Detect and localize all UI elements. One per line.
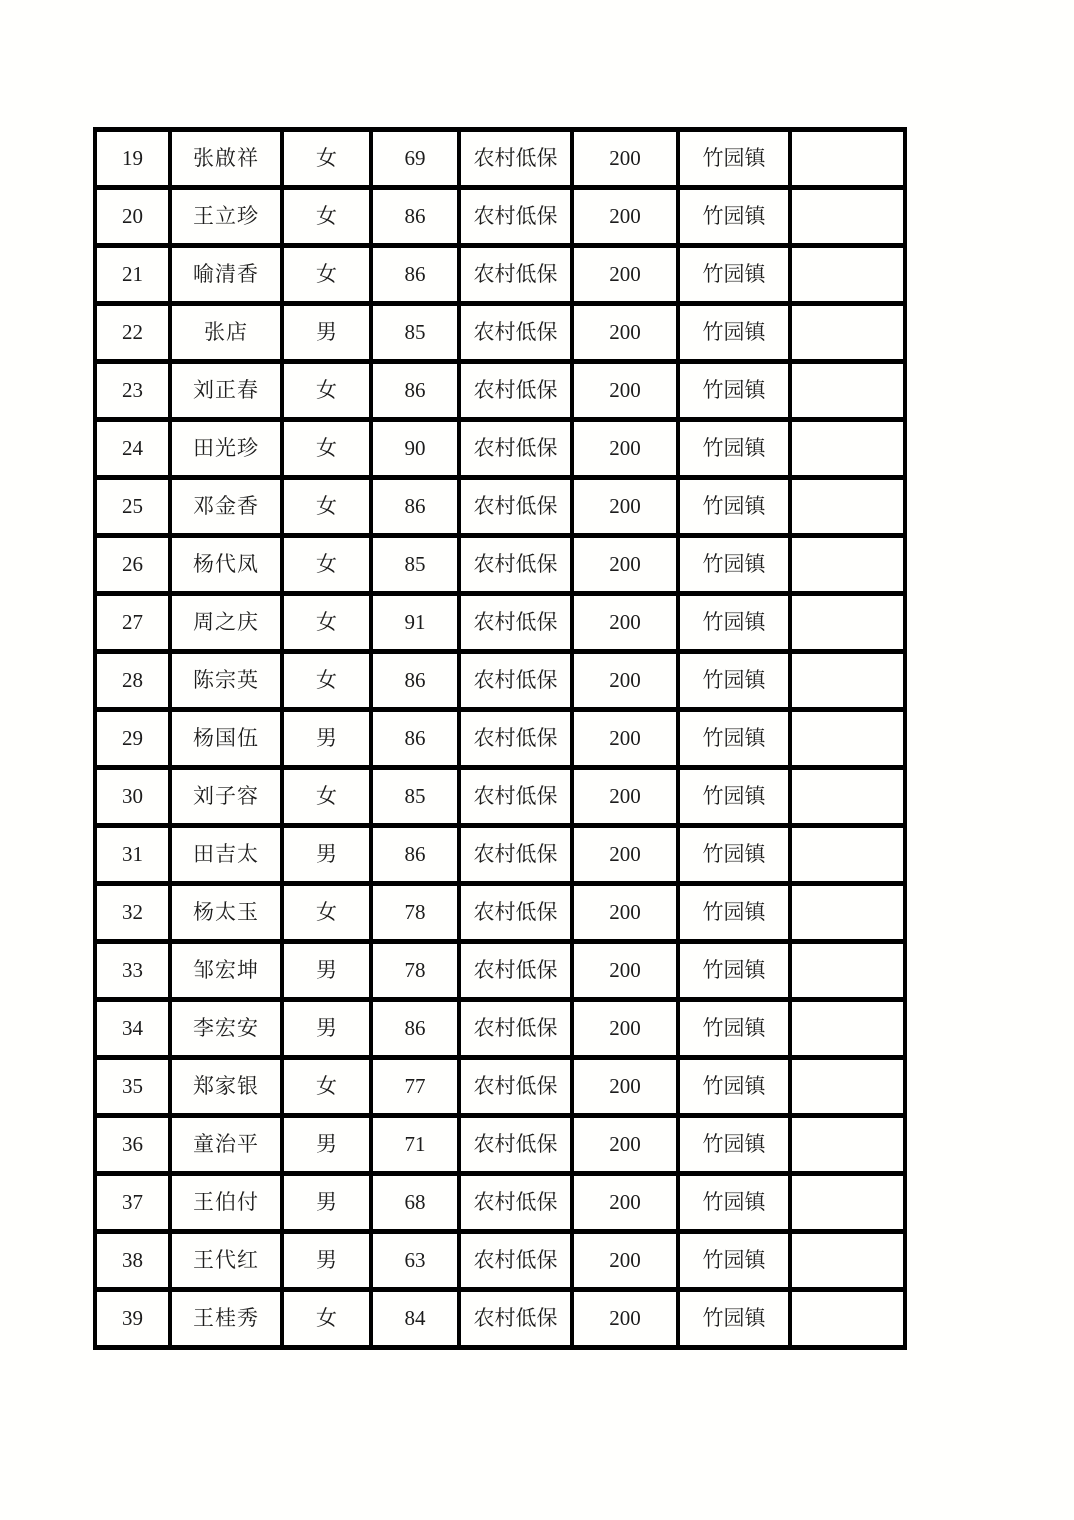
cell-note bbox=[790, 304, 905, 362]
cell-gender: 女 bbox=[282, 884, 371, 942]
cell-town: 竹园镇 bbox=[678, 1000, 790, 1058]
table-row bbox=[95, 768, 905, 826]
cell-town: 竹园镇 bbox=[678, 246, 790, 304]
table-row bbox=[95, 1290, 905, 1348]
cell-gender: 女 bbox=[282, 1290, 371, 1348]
cell-note bbox=[790, 246, 905, 304]
table-row bbox=[95, 362, 905, 420]
cell-category: 农村低保 bbox=[459, 884, 572, 942]
cell-gender: 女 bbox=[282, 420, 371, 478]
cell-town: 竹园镇 bbox=[678, 1290, 790, 1348]
cell-town: 竹园镇 bbox=[678, 942, 790, 1000]
table-row bbox=[95, 188, 905, 246]
cell-town: 竹园镇 bbox=[678, 594, 790, 652]
cell-age: 86 bbox=[371, 652, 459, 710]
cell-index: 35 bbox=[95, 1058, 170, 1116]
cell-index: 27 bbox=[95, 594, 170, 652]
cell-town: 竹园镇 bbox=[678, 884, 790, 942]
cell-name: 周之庆 bbox=[170, 594, 282, 652]
cell-name: 田吉太 bbox=[170, 826, 282, 884]
cell-index: 36 bbox=[95, 1116, 170, 1174]
cell-name: 邓金香 bbox=[170, 478, 282, 536]
cell-index: 23 bbox=[95, 362, 170, 420]
cell-amount: 200 bbox=[572, 1232, 678, 1290]
table-row bbox=[95, 246, 905, 304]
cell-index: 26 bbox=[95, 536, 170, 594]
cell-town: 竹园镇 bbox=[678, 710, 790, 768]
cell-index: 22 bbox=[95, 304, 170, 362]
cell-age: 63 bbox=[371, 1232, 459, 1290]
cell-gender: 女 bbox=[282, 478, 371, 536]
cell-name: 喻清香 bbox=[170, 246, 282, 304]
cell-note bbox=[790, 1174, 905, 1232]
cell-index: 34 bbox=[95, 1000, 170, 1058]
cell-category: 农村低保 bbox=[459, 246, 572, 304]
cell-note bbox=[790, 130, 905, 188]
table-row bbox=[95, 478, 905, 536]
cell-category: 农村低保 bbox=[459, 536, 572, 594]
cell-gender: 女 bbox=[282, 130, 371, 188]
cell-category: 农村低保 bbox=[459, 130, 572, 188]
cell-town: 竹园镇 bbox=[678, 1058, 790, 1116]
cell-note bbox=[790, 188, 905, 246]
cell-gender: 男 bbox=[282, 1116, 371, 1174]
cell-age: 78 bbox=[371, 942, 459, 1000]
cell-category: 农村低保 bbox=[459, 594, 572, 652]
cell-index: 21 bbox=[95, 246, 170, 304]
table-row bbox=[95, 1116, 905, 1174]
cell-amount: 200 bbox=[572, 942, 678, 1000]
cell-amount: 200 bbox=[572, 246, 678, 304]
cell-index: 24 bbox=[95, 420, 170, 478]
cell-index: 31 bbox=[95, 826, 170, 884]
cell-note bbox=[790, 710, 905, 768]
cell-age: 85 bbox=[371, 768, 459, 826]
cell-index: 38 bbox=[95, 1232, 170, 1290]
cell-category: 农村低保 bbox=[459, 942, 572, 1000]
cell-age: 78 bbox=[371, 884, 459, 942]
cell-town: 竹园镇 bbox=[678, 478, 790, 536]
cell-category: 农村低保 bbox=[459, 478, 572, 536]
cell-amount: 200 bbox=[572, 304, 678, 362]
cell-note bbox=[790, 942, 905, 1000]
cell-town: 竹园镇 bbox=[678, 536, 790, 594]
cell-note bbox=[790, 594, 905, 652]
cell-name: 张啟祥 bbox=[170, 130, 282, 188]
cell-note bbox=[790, 884, 905, 942]
cell-town: 竹园镇 bbox=[678, 362, 790, 420]
cell-gender: 女 bbox=[282, 594, 371, 652]
table-row bbox=[95, 1000, 905, 1058]
cell-age: 86 bbox=[371, 1000, 459, 1058]
cell-name: 杨国伍 bbox=[170, 710, 282, 768]
cell-name: 邹宏坤 bbox=[170, 942, 282, 1000]
cell-town: 竹园镇 bbox=[678, 130, 790, 188]
cell-age: 86 bbox=[371, 246, 459, 304]
cell-amount: 200 bbox=[572, 478, 678, 536]
cell-age: 71 bbox=[371, 1116, 459, 1174]
cell-category: 农村低保 bbox=[459, 1232, 572, 1290]
table-body bbox=[95, 130, 905, 1348]
cell-note bbox=[790, 1290, 905, 1348]
cell-gender: 男 bbox=[282, 304, 371, 362]
cell-category: 农村低保 bbox=[459, 188, 572, 246]
cell-name: 王立珍 bbox=[170, 188, 282, 246]
cell-note bbox=[790, 1058, 905, 1116]
table-row bbox=[95, 1232, 905, 1290]
cell-category: 农村低保 bbox=[459, 304, 572, 362]
cell-index: 39 bbox=[95, 1290, 170, 1348]
cell-note bbox=[790, 536, 905, 594]
cell-age: 86 bbox=[371, 710, 459, 768]
cell-gender: 男 bbox=[282, 942, 371, 1000]
cell-name: 王桂秀 bbox=[170, 1290, 282, 1348]
cell-amount: 200 bbox=[572, 536, 678, 594]
cell-name: 王代红 bbox=[170, 1232, 282, 1290]
cell-note bbox=[790, 1232, 905, 1290]
table-row bbox=[95, 710, 905, 768]
cell-town: 竹园镇 bbox=[678, 304, 790, 362]
cell-note bbox=[790, 652, 905, 710]
cell-name: 王伯付 bbox=[170, 1174, 282, 1232]
cell-gender: 女 bbox=[282, 362, 371, 420]
cell-name: 陈宗英 bbox=[170, 652, 282, 710]
table-row bbox=[95, 420, 905, 478]
cell-amount: 200 bbox=[572, 594, 678, 652]
cell-note bbox=[790, 826, 905, 884]
cell-category: 农村低保 bbox=[459, 768, 572, 826]
cell-index: 37 bbox=[95, 1174, 170, 1232]
cell-category: 农村低保 bbox=[459, 420, 572, 478]
cell-name: 郑家银 bbox=[170, 1058, 282, 1116]
cell-age: 77 bbox=[371, 1058, 459, 1116]
cell-amount: 200 bbox=[572, 652, 678, 710]
cell-index: 33 bbox=[95, 942, 170, 1000]
table-row bbox=[95, 884, 905, 942]
cell-town: 竹园镇 bbox=[678, 1116, 790, 1174]
cell-index: 28 bbox=[95, 652, 170, 710]
cell-amount: 200 bbox=[572, 768, 678, 826]
table-row bbox=[95, 652, 905, 710]
cell-category: 农村低保 bbox=[459, 1000, 572, 1058]
cell-town: 竹园镇 bbox=[678, 420, 790, 478]
cell-town: 竹园镇 bbox=[678, 188, 790, 246]
cell-category: 农村低保 bbox=[459, 1174, 572, 1232]
cell-gender: 女 bbox=[282, 652, 371, 710]
cell-age: 90 bbox=[371, 420, 459, 478]
table-row bbox=[95, 130, 905, 188]
cell-index: 20 bbox=[95, 188, 170, 246]
welfare-table bbox=[93, 127, 907, 1350]
cell-name: 刘子容 bbox=[170, 768, 282, 826]
cell-name: 刘正春 bbox=[170, 362, 282, 420]
cell-amount: 200 bbox=[572, 710, 678, 768]
cell-name: 李宏安 bbox=[170, 1000, 282, 1058]
table-row bbox=[95, 1058, 905, 1116]
cell-index: 29 bbox=[95, 710, 170, 768]
cell-note bbox=[790, 420, 905, 478]
cell-age: 84 bbox=[371, 1290, 459, 1348]
cell-age: 86 bbox=[371, 826, 459, 884]
cell-index: 32 bbox=[95, 884, 170, 942]
cell-town: 竹园镇 bbox=[678, 1232, 790, 1290]
cell-index: 30 bbox=[95, 768, 170, 826]
cell-gender: 女 bbox=[282, 1058, 371, 1116]
table-row bbox=[95, 304, 905, 362]
cell-town: 竹园镇 bbox=[678, 768, 790, 826]
cell-category: 农村低保 bbox=[459, 362, 572, 420]
cell-note bbox=[790, 362, 905, 420]
cell-category: 农村低保 bbox=[459, 652, 572, 710]
cell-gender: 女 bbox=[282, 188, 371, 246]
cell-age: 86 bbox=[371, 188, 459, 246]
cell-category: 农村低保 bbox=[459, 1290, 572, 1348]
cell-amount: 200 bbox=[572, 362, 678, 420]
cell-gender: 女 bbox=[282, 768, 371, 826]
cell-gender: 男 bbox=[282, 826, 371, 884]
cell-age: 91 bbox=[371, 594, 459, 652]
table-row bbox=[95, 536, 905, 594]
cell-age: 68 bbox=[371, 1174, 459, 1232]
cell-category: 农村低保 bbox=[459, 1116, 572, 1174]
cell-gender: 男 bbox=[282, 710, 371, 768]
cell-town: 竹园镇 bbox=[678, 826, 790, 884]
cell-amount: 200 bbox=[572, 826, 678, 884]
cell-gender: 男 bbox=[282, 1232, 371, 1290]
cell-gender: 女 bbox=[282, 246, 371, 304]
cell-amount: 200 bbox=[572, 420, 678, 478]
cell-town: 竹园镇 bbox=[678, 1174, 790, 1232]
table-row bbox=[95, 1174, 905, 1232]
cell-category: 农村低保 bbox=[459, 826, 572, 884]
cell-note bbox=[790, 1116, 905, 1174]
cell-name: 田光珍 bbox=[170, 420, 282, 478]
cell-town: 竹园镇 bbox=[678, 652, 790, 710]
cell-category: 农村低保 bbox=[459, 710, 572, 768]
cell-note bbox=[790, 1000, 905, 1058]
cell-age: 86 bbox=[371, 362, 459, 420]
cell-gender: 女 bbox=[282, 536, 371, 594]
cell-name: 杨太玉 bbox=[170, 884, 282, 942]
cell-age: 85 bbox=[371, 536, 459, 594]
cell-age: 86 bbox=[371, 478, 459, 536]
cell-age: 69 bbox=[371, 130, 459, 188]
cell-name: 张店 bbox=[170, 304, 282, 362]
cell-amount: 200 bbox=[572, 1174, 678, 1232]
cell-amount: 200 bbox=[572, 188, 678, 246]
cell-index: 19 bbox=[95, 130, 170, 188]
cell-amount: 200 bbox=[572, 1116, 678, 1174]
cell-category: 农村低保 bbox=[459, 1058, 572, 1116]
cell-name: 童治平 bbox=[170, 1116, 282, 1174]
cell-index: 25 bbox=[95, 478, 170, 536]
table-row bbox=[95, 826, 905, 884]
cell-amount: 200 bbox=[572, 1000, 678, 1058]
table-row bbox=[95, 594, 905, 652]
cell-amount: 200 bbox=[572, 1058, 678, 1116]
cell-amount: 200 bbox=[572, 1290, 678, 1348]
cell-name: 杨代凤 bbox=[170, 536, 282, 594]
cell-note bbox=[790, 478, 905, 536]
cell-amount: 200 bbox=[572, 130, 678, 188]
cell-age: 85 bbox=[371, 304, 459, 362]
table-row bbox=[95, 942, 905, 1000]
cell-gender: 男 bbox=[282, 1174, 371, 1232]
cell-note bbox=[790, 768, 905, 826]
cell-amount: 200 bbox=[572, 884, 678, 942]
cell-gender: 男 bbox=[282, 1000, 371, 1058]
